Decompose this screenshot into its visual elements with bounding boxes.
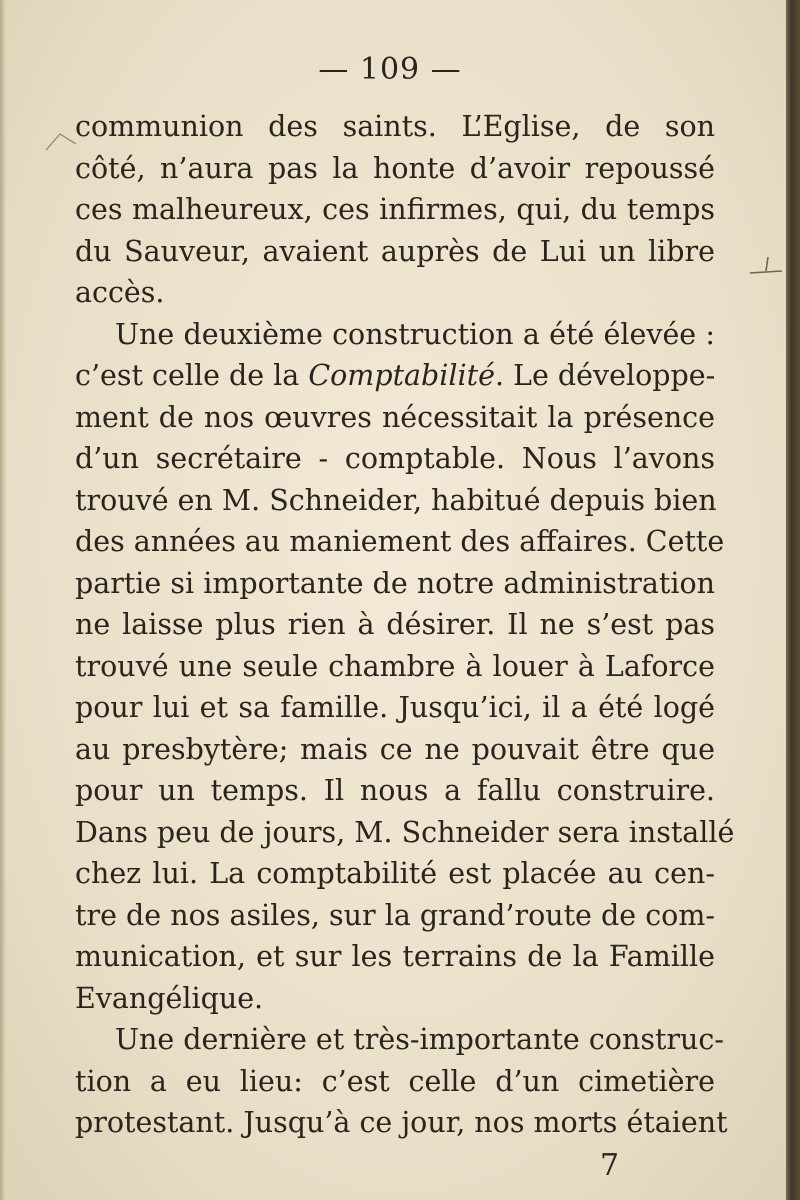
body-text [75,106,735,1144]
line-text-after: . Le développe- [494,359,716,392]
text-line: Evangélique. [75,981,264,1015]
text-line: ne laisse plus rien à désirer. Il ne s’est pas [75,608,715,641]
text-line: pour un temps. Il nous a fallu construire. [75,774,715,807]
paragraph-start-line: Une deuxième construction a été élevée : [115,317,715,351]
text-line: au presbytère; mais ce ne pouvait être que [75,732,715,766]
text-line: ces malheureux, ces infirmes, qui, du temps [75,193,715,226]
text-line [75,355,715,397]
pencil-mark-icon [44,128,78,152]
text-line: côté, n’aura pas la honte d’avoir repoussé [75,151,715,185]
text-line: trouvé une seule chambre à louer à Laforce [75,649,715,683]
text-line: pour lui et sa famille. Jusqu’ici, il a été logé [75,691,715,724]
text-line: tion a eu lieu: c’est celle d’un cimetière [75,1064,715,1098]
signature-mark: 7 [600,1148,620,1183]
text-line: ment de nos œuvres nécessitait la présence [75,400,715,434]
text-line: accès. [75,276,165,309]
page-binding-edge [786,0,800,1200]
text-line: tre de nos asiles, sur la grand’route de com- [75,898,715,932]
text-line: protestant. Jusqu’à ce jour, nos morts étaient [75,1106,728,1139]
text-line: communion des saints. L’Eglise, de son [75,110,715,143]
page-number: — 109 — [318,52,462,87]
text-line: chez lui. La comptabilité est placée au cen- [75,857,715,890]
line-text-before: c’est celle de la [75,359,309,392]
text-line: Dans peu de jours, M. Schneider sera installé [75,815,735,849]
text-line: d’un secrétaire - comptable. Nous l’avons [75,442,715,475]
margin-pencil-mark-icon [748,255,784,277]
page-left-edge [0,0,6,1200]
text-line: partie si importante de notre administration [75,566,715,600]
text-line: du Sauveur, avaient auprès de Lui un libre [75,234,715,268]
italic-term: Comptabilité [308,359,495,392]
text-line: des années au maniement des affaires. Cette [75,525,725,558]
text-line: trouvé en M. Schneider, habitué depuis bien [75,483,717,517]
text-line: munication, et sur les terrains de la Famille [75,940,715,973]
paragraph-start-line: Une dernière et très-importante construc- [115,1023,724,1056]
